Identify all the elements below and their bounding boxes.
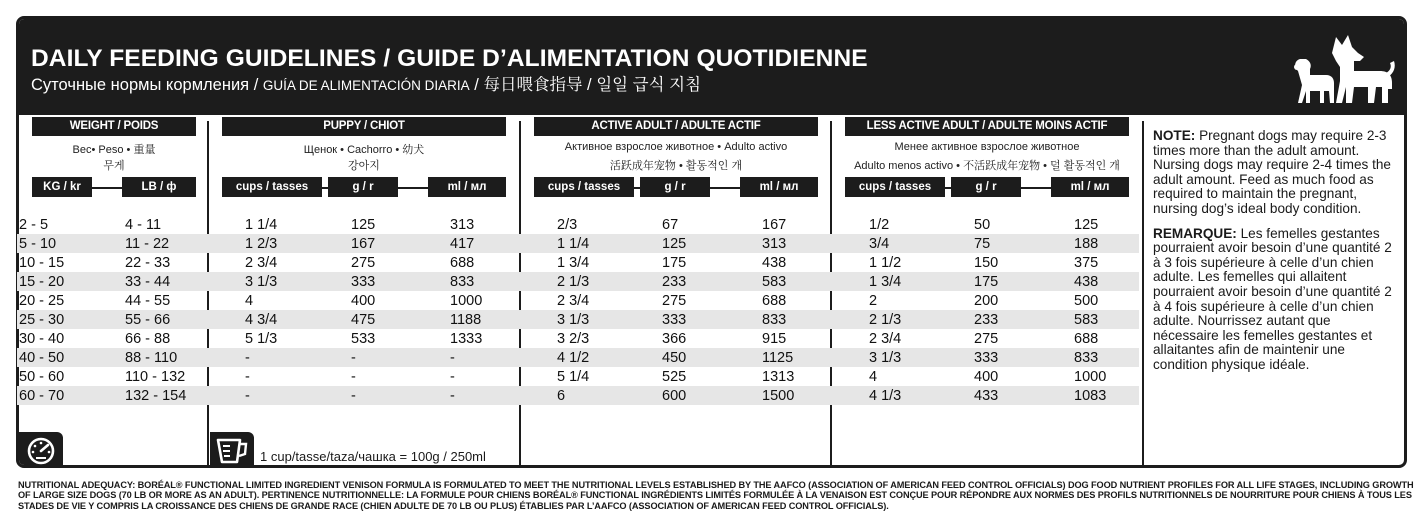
weight-kg-cell: 2 - 5 [19, 217, 49, 233]
subtitle-separator: / [582, 76, 597, 94]
note-label: REMARQUE: [1153, 225, 1237, 241]
puppy-ml-cell: 833 [450, 274, 475, 290]
active-adult-units [534, 177, 818, 197]
weight-kg-cell: 40 - 50 [19, 350, 65, 366]
less-active-ml-cell: 500 [1074, 293, 1099, 309]
active-ml-cell: 688 [762, 293, 787, 309]
note-label: NOTE: [1153, 128, 1196, 143]
table-row [17, 291, 1139, 310]
puppy-ml-cell: 1333 [450, 331, 483, 347]
weight-lb-cell: 11 - 22 [125, 236, 170, 252]
weight-lb-cell: 55 - 66 [125, 312, 171, 328]
table-row [17, 310, 1139, 329]
puppy-ml-cell: 688 [450, 255, 475, 271]
less-active-ml-cell: 438 [1074, 274, 1099, 290]
active-grams-cell: 233 [662, 274, 687, 290]
table-row [17, 386, 1139, 405]
subtitle-separator: / [469, 76, 484, 94]
nutritional-adequacy-statement: NUTRITIONAL ADEQUACY: BORÉAL® FUNCTIONAL LIMITED INGREDIENT VENISON FORMULA IS FORMULATED TO MEET THE NUTRITIONAL LEVELS ESTABLISHED BY THE AAFCO (ASSOCIATION OF AMERICAN FEED CONTROL OFFICIALS) DOG FOOD NUTRIENT PROFILES FOR ALL LIFE STAGES, INCLUDING GROWTH OF LARGE SIZE DOGS (70 LB OR MORE AS AN ADULT). PERTINENCE NUTRITIONNELLE: LA FORMULE POUR CHIENS BORÉAL® FUNCTIONAL INGRÉDIENTS LIMITÉS FORMULÉE À LA VENAISON EST CONÇUE POUR RÉPONDRE AUX NORMES DES PROFILS NUTRITIONNELS DE NOURRITURE POUR CHIENS À TOUS LES STADES DE VIE Y COMPRIS LA CROISSANCE DES CHIENS DE GRANDE RACE (CHIEN ADULTE DE 70 LB OU PLUS) ÉTABLIES PAR L’AAFCO (ASSOCIATION OF AMERICAN FEED CONTROL OFFICIALS). [18, 480, 1414, 511]
weight-kg-cell: 50 - 60 [19, 369, 65, 385]
puppy-ml-cell: - [450, 350, 455, 366]
column-divider [1142, 121, 1144, 468]
less-active-cups-cell: 1 3/4 [869, 274, 902, 290]
page-subtitle [31, 71, 701, 95]
puppy-grams-cell: - [351, 350, 356, 366]
less-active-adult-subheader-multi: Adulto menos activo • 不活跃成年宠物 • 덜 활동적인 개 [854, 160, 1120, 172]
active-ml-cell: 583 [762, 274, 787, 290]
active-cups-cell: 1 3/4 [557, 255, 590, 271]
less-active-ml-cell: 188 [1074, 236, 1099, 252]
weight-units [32, 177, 196, 197]
active-cups-cell: 6 [557, 388, 566, 404]
puppy-ml-cell: 1000 [450, 293, 483, 309]
less-active-ml-cell: 1083 [1074, 388, 1107, 404]
weight-kg-cell: 60 - 70 [19, 388, 65, 404]
active-cups-cell: 3 2/3 [557, 331, 590, 347]
active-cups-cell: 5 1/4 [557, 369, 590, 385]
subtitle-separator: / [249, 76, 263, 94]
unit-kg: KG / kr [32, 177, 92, 197]
measuring-cup-icon [210, 432, 254, 468]
puppy-units [222, 177, 506, 197]
less-active-ml-cell: 125 [1074, 217, 1099, 233]
active-ml-cell: 915 [762, 331, 787, 347]
weight-kg-cell: 20 - 25 [19, 293, 65, 309]
unit-ml: ml / мл [740, 177, 818, 197]
less-active-ml-cell: 1000 [1074, 369, 1107, 385]
less-active-adult-units [845, 177, 1129, 197]
unit-grams: g / r [951, 177, 1021, 197]
note-text: Les femelles gestantes pourraient avoir besoin d’une quantité 2 à 3 fois supérieure à celle d’un chien adulte. Les femelles qui allaitent pourraient avoir besoin d’une quantité 2 à 4 fois supérieure à celle d’un chien adulte. Nourrissez autant que nécessaire les femelles gestantes et allaitantes afin de maintenir une condition physique idéale. [1153, 225, 1392, 372]
puppy-cups-cell: - [245, 369, 250, 385]
header-bar [19, 19, 1404, 115]
active-grams-cell: 525 [662, 369, 687, 385]
less-active-cups-cell: 1/2 [869, 217, 890, 233]
unit-cups: cups / tasses [222, 177, 322, 197]
unit-ml: ml / мл [428, 177, 506, 197]
active-ml-cell: 438 [762, 255, 787, 271]
active-grams-cell: 366 [662, 331, 687, 347]
less-active-grams-cell: 400 [974, 369, 999, 385]
active-cups-cell: 2/3 [557, 217, 578, 233]
less-active-grams-cell: 175 [974, 274, 999, 290]
note-panel [1153, 129, 1393, 383]
less-active-ml-cell: 833 [1074, 350, 1099, 366]
weight-lb-cell: 33 - 44 [125, 274, 171, 290]
subtitle-ko: 일일 급식 지침 [596, 76, 702, 94]
active-grams-cell: 275 [662, 293, 687, 309]
puppy-grams-cell: 167 [351, 236, 376, 252]
puppy-grams-cell: - [351, 388, 356, 404]
note-french [1153, 227, 1393, 373]
subtitle-zh: 每日喂食指导 [483, 76, 583, 94]
puppy-ml-cell: - [450, 388, 455, 404]
cup-conversion-note: 1 cup/tasse/taza/чашка = 100g / 250ml [260, 449, 486, 464]
unit-cups: cups / tasses [534, 177, 634, 197]
puppy-grams-cell: 533 [351, 331, 376, 347]
weight-kg-cell: 10 - 15 [19, 255, 65, 271]
active-cups-cell: 1 1/4 [557, 236, 590, 252]
feeding-table [17, 215, 1139, 410]
active-cups-cell: 2 3/4 [557, 293, 590, 309]
weight-lb-cell: 22 - 33 [125, 255, 171, 271]
less-active-cups-cell: 2 3/4 [869, 331, 902, 347]
note-text: Pregnant dogs may require 2-3 times more than the adult amount. Nursing dogs may require 2-4 times the adult amount. Feed as much food as required to maintain the pregnant, nursing dog’s ideal body condition. [1153, 128, 1391, 216]
active-ml-cell: 313 [762, 236, 787, 252]
less-active-cups-cell: 2 [869, 293, 878, 309]
active-grams-cell: 333 [662, 312, 687, 328]
puppy-ml-cell: 417 [450, 236, 475, 252]
less-active-grams-cell: 50 [974, 217, 991, 233]
less-active-cups-cell: 3/4 [869, 236, 890, 252]
less-active-grams-cell: 333 [974, 350, 999, 366]
subtitle-ru: Суточные нормы кормления [31, 76, 250, 94]
subtitle-es: GUÍA DE ALIMENTACIÓN DIARIA [262, 78, 470, 93]
table-row [17, 234, 1139, 253]
less-active-grams-cell: 433 [974, 388, 999, 404]
weight-kg-cell: 30 - 40 [19, 331, 65, 347]
puppy-cups-cell: 5 1/3 [245, 331, 278, 347]
puppy-cups-cell: 4 [245, 293, 254, 309]
table-row [17, 329, 1139, 348]
less-active-ml-cell: 688 [1074, 331, 1099, 347]
puppy-subheader: Щенок • Cachorro • 幼犬 [303, 144, 425, 156]
active-adult-subheader-zh-ko: 活跃成年宠物 • 활동적인 개 [609, 160, 743, 172]
puppy-cups-cell: 2 3/4 [245, 255, 278, 271]
active-ml-cell: 833 [762, 312, 787, 328]
less-active-grams-cell: 233 [974, 312, 999, 328]
active-grams-cell: 450 [662, 350, 687, 366]
unit-grams: g / r [328, 177, 398, 197]
gauge-icon-box [19, 432, 63, 468]
weight-lb-cell: 4 - 11 [125, 217, 162, 233]
puppy-grams-cell: - [351, 369, 356, 385]
puppy-cups-cell: 1 2/3 [245, 236, 278, 252]
cup-icon-box [210, 432, 254, 468]
puppy-cups-cell: 3 1/3 [245, 274, 278, 290]
active-adult-subheader: Активное взрослое животное • Adulto activo [564, 141, 788, 153]
puppy-grams-cell: 333 [351, 274, 376, 290]
less-active-grams-cell: 200 [974, 293, 999, 309]
less-active-adult-subheader: Менее активное взрослое животное [894, 141, 1080, 153]
weight-header: WEIGHT / POIDS [32, 117, 196, 136]
puppy-grams-cell: 125 [351, 217, 376, 233]
puppy-header: PUPPY / CHIOT [222, 117, 506, 136]
puppy-ml-cell: - [450, 369, 455, 385]
puppy-grams-cell: 400 [351, 293, 376, 309]
note-english [1153, 129, 1393, 217]
active-ml-cell: 1125 [762, 350, 794, 366]
less-active-grams-cell: 275 [974, 331, 999, 347]
active-grams-cell: 125 [662, 236, 687, 252]
less-active-cups-cell: 3 1/3 [869, 350, 902, 366]
unit-ml: ml / мл [1051, 177, 1129, 197]
less-active-adult-header: LESS ACTIVE ADULT / ADULTE MOINS ACTIF [845, 117, 1129, 136]
weight-lb-cell: 44 - 55 [125, 293, 171, 309]
puppy-cups-cell: - [245, 350, 250, 366]
table-row [17, 348, 1139, 367]
weight-kg-cell: 5 - 10 [19, 236, 57, 252]
unit-grams: g / r [640, 177, 710, 197]
less-active-grams-cell: 150 [974, 255, 999, 271]
active-ml-cell: 167 [762, 217, 787, 233]
weight-subheader: Вес• Peso • 重量 [72, 144, 156, 156]
puppy-grams-cell: 475 [351, 312, 376, 328]
gauge-icon [19, 432, 63, 468]
puppy-cups-cell: 4 3/4 [245, 312, 278, 328]
active-ml-cell: 1500 [762, 388, 795, 404]
puppy-ml-cell: 313 [450, 217, 475, 233]
puppy-cups-cell: - [245, 388, 250, 404]
table-row [17, 215, 1139, 234]
unit-cups: cups / tasses [845, 177, 945, 197]
active-ml-cell: 1313 [762, 369, 795, 385]
less-active-cups-cell: 2 1/3 [869, 312, 902, 328]
table-row [17, 272, 1139, 291]
less-active-cups-cell: 4 1/3 [869, 388, 902, 404]
dogs-icon [1284, 27, 1396, 107]
unit-lb: LB / ф [122, 177, 196, 197]
weight-lb-cell: 88 - 110 [125, 350, 178, 366]
puppy-subheader-ko: 강아지 [348, 160, 380, 172]
active-grams-cell: 67 [662, 217, 679, 233]
active-adult-header: ACTIVE ADULT / ADULTE ACTIF [534, 117, 818, 136]
weight-kg-cell: 25 - 30 [19, 312, 65, 328]
less-active-cups-cell: 4 [869, 369, 878, 385]
less-active-cups-cell: 1 1/2 [869, 255, 902, 271]
less-active-grams-cell: 75 [974, 236, 991, 252]
active-cups-cell: 3 1/3 [557, 312, 590, 328]
active-cups-cell: 2 1/3 [557, 274, 590, 290]
active-grams-cell: 175 [662, 255, 687, 271]
less-active-ml-cell: 375 [1074, 255, 1099, 271]
table-row [17, 253, 1139, 272]
active-grams-cell: 600 [662, 388, 687, 404]
table-row [17, 367, 1139, 386]
weight-lb-cell: 132 - 154 [125, 388, 187, 404]
page-title: DAILY FEEDING GUIDELINES / GUIDE D’ALIMENTATION QUOTIDIENNE [31, 45, 868, 72]
weight-kg-cell: 15 - 20 [19, 274, 65, 290]
active-cups-cell: 4 1/2 [557, 350, 590, 366]
weight-lb-cell: 66 - 88 [125, 331, 171, 347]
puppy-grams-cell: 275 [351, 255, 376, 271]
puppy-ml-cell: 1188 [450, 312, 482, 328]
weight-subheader-ko: 무게 [103, 160, 125, 172]
less-active-ml-cell: 583 [1074, 312, 1099, 328]
weight-lb-cell: 110 - 132 [125, 369, 186, 385]
puppy-cups-cell: 1 1/4 [245, 217, 278, 233]
